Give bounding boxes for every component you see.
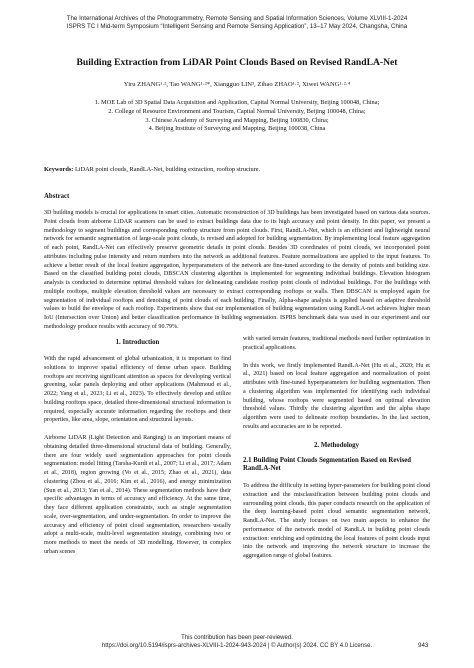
paper-title: Building Extraction from LiDAR Point Clouds Based on Revised RandLA-Net	[76, 57, 398, 68]
intro-paragraph-2: Airborne LiDAR (Light Detection and Ranging) is an important means of obtaining detailed three-dimensional structural data of building. Generally, there are four widely used segmentation approaches for point clouds segmentation: model fitting (Tarsha-Kurdi et al., 2007; Li et al., 2017; Adam et al., 2018), region growing (Vo et al., 2015; Zhao et al., 2021), data clustering (Zhou et al., 2016; Kim et al., 2016), and energy minimization (Sun et al., 2013; Yan et al., 2014). These segmentation methods have their specific advantages in terms of accuracy and efficiency. At the same time, they face different application constraints, such as single segmentation scale, over-segmentation, and under-segmentation. In order to improve the accuracy and efficiency of point cloud segmentation, researchers usually adopt a multi-scale, multi-level segmentation strategy, combining two or more methods to meet the needs of 3D modelling. However, in complex urban scenes	[44, 435, 231, 555]
method-paragraph-1: To address the difficulty in setting hyper-parameters for building point cloud extraction and the misclassification between building point clouds and surrounding point clouds, this paper conducts research on the application of the deep learning-based point cloud semantic segmentation network, RandLA-Net. The study focuses on two main aspects to enhance the performance of the network model of RandLA in building point clouds extraction: enriching and optimizing the local features of point clouds input into the network and improving the network structure to increase the aggregation range of global features.	[243, 483, 430, 560]
running-header-line-1: The International Archives of the Photogrammetry, Remote Sensing and Spatial Information Sciences, Volume XLVIII-1-2024	[66, 15, 408, 22]
affiliation-1: 1. MOE Lab of 3D Spatial Data Acquisition and Application, Capital Normal University, Beijing 100048, China;	[94, 99, 380, 106]
intro-paragraph-3: with varied terrain features, traditional methods need further optimization in practical applications.	[243, 336, 430, 351]
affiliations	[0, 99, 474, 134]
intro-paragraph-4: In this work, we firstly implemented RandLA-Net (Hu et al., 2020; Hu et al., 2021) based on local feature aggregation and normalization of point attributes with fine-tuned hyperparameters for building segmentation. Then a clustering algorithm was implemented for identifying each individual building, whose rooftops were segmented based on optimal elevation threshold values. Thirdly the clustering algorithm and the alpha shape algorithm were used to delineate rooftop boundaries. In the last section, results and accuracies are to be reported.	[243, 362, 430, 430]
keywords	[44, 166, 430, 173]
subsection-2-1-heading: 2.1 Building Point Clouds Segmentation Based on Revised RandLA-Net	[243, 456, 412, 473]
abstract-heading: Abstract	[44, 193, 70, 200]
running-header-line-2: ISPRS TC I Mid-term Symposium “Intelligent Sensing and Remote Sensing Application”, 13–17 May 2024, Changsha, China	[66, 23, 408, 30]
left-column	[44, 339, 231, 557]
affiliation-3: 3. Chinese Academy of Surveying and Mapping, Beijing 100830, China;	[145, 116, 329, 124]
section-1-heading: 1. Introduction	[115, 339, 160, 346]
affiliation-4: 4. Beijing Institute of Surveying and Mapping, Beijing 100038, China	[148, 125, 326, 133]
doi-license-line: https://doi.org/10.5194/isprs-archives-XLVIII-1-2024-943-2024 | © Author(s) 2024. CC BY 4.0 License.	[101, 643, 373, 649]
section-2-heading: 2. Methodology	[314, 441, 359, 449]
right-column	[243, 335, 430, 561]
abstract-body: 3D building models is crucial for applications in smart cities. Automatic reconstruction of 3D buildings has been investigated based on various data sources. Point clouds from airborne LiDAR scanners can be used to extract buildings data due to its high accuracy and point density. In this paper, we present a methodology to segment buildings and corresponding rooftop structure from point clouds. First, RandLA-Net, which is an efficient and lightweight neural network for semantic segmentation of large-scale point clouds, is revised and adopted for building segmentation. By implementing local feature aggregation of each point, RandLA-Net can effectively preserve geometric details in point clouds. Besides 3D coordinates of point clouds, we incorporated point attributes including pulse intensity and return numbers into the network as additional features. Feature normalizations are applied to the input features. To achieve a better result of the local feature aggregation, hyperparameters of the network are fine-tuned according to the density of points and building size. Based on the classified building point clouds, DBSCAN clustering algorithm is implemented for segmenting individual buildings. Elevation histogram analysis is conducted to determine optimal threshold values for delineating candidate rooftop point clouds of individual buildings. For the buildings with multiple rooftops, multiple elevation threshold values are necessary to extract corresponding rooftops or walls. Then DBSCAN is employed again for segmentation of individual rooftops and denoising of point clouds of each building. Finally, Alpha-shape analysis is applied based on adaptive threshold values to build the envelope of each rooftop. Experiments show that our implementation of building segmentation using RandLA-net achieves higher mean IoU (Intersection over Union) and better classification performance in building segmentation. ISPRS benchmark data was used in our experiment and our methodology produce results with accuracy of 90.79%.	[44, 210, 430, 330]
keywords-text: LiDAR point clouds, RandLA-Net, building extraction, rooftop structure.	[73, 166, 261, 173]
author-list: Yiru ZHANG¹·², Tao WANG¹·²*, Xiangguo LIN³, Zihao ZHAO¹·², Xiwei WANG¹·²·⁴	[123, 81, 351, 88]
intro-paragraph-1: With the rapid advancement of global urbanization, it is important to find solutions to improve spatial efficiency of dense urban space. Building rooftops are receiving significant attention as spaces for developing vertical greening, solar panels deploying and other applications (Mahmoud et al., 2022; Yang et al., 2023; Li et al., 2023). To effectively develop and utilize building rooftops space, detailed three-dimensional structural information is required, especially accurate information regarding the rooftops and their properties, like area, slope, orientation and structural layouts.	[44, 356, 231, 424]
affiliation-2: 2. College of Resource Environment and Tourism, Capital Normal University, Beijing 100048, China;	[108, 107, 366, 115]
keywords-label: Keywords:	[44, 166, 74, 173]
page-number: 943	[418, 642, 429, 649]
review-note: This contribution has been peer-reviewed.	[181, 635, 293, 641]
